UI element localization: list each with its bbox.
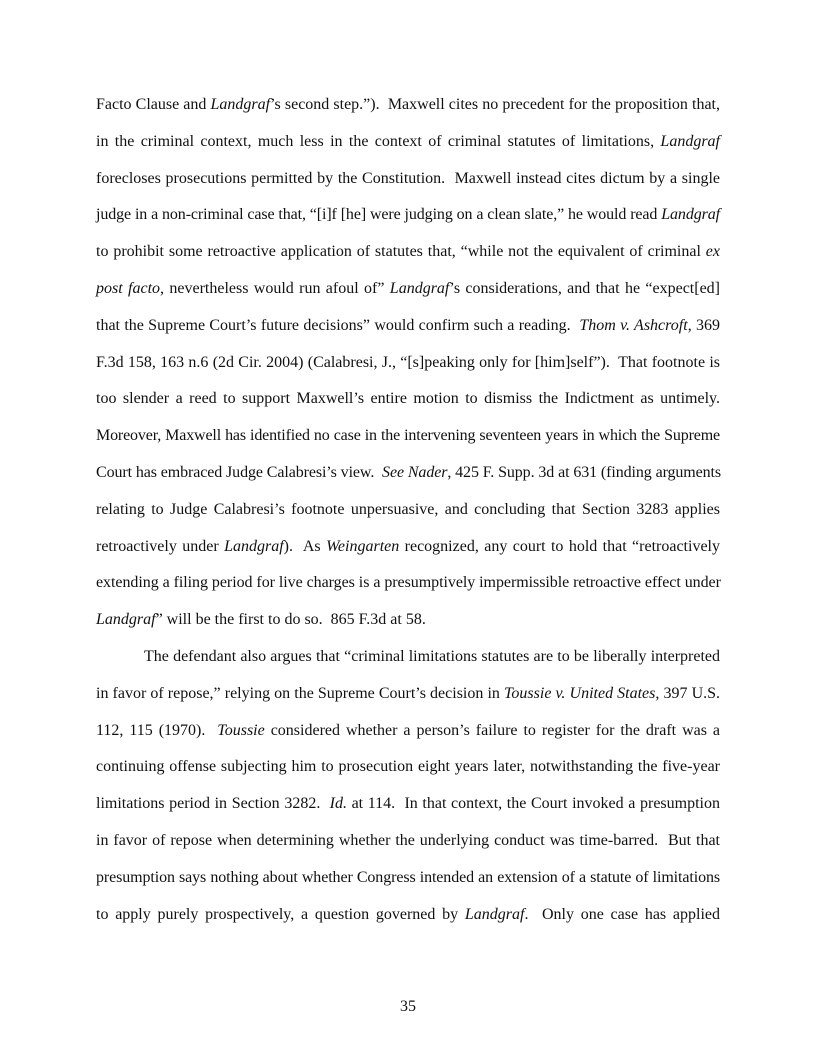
text-run: . Only one case has applied <box>524 905 721 923</box>
text-run: presumption says nothing about whether Congress intended an extension of a statute of limitations <box>96 868 720 886</box>
text-run: , nevertheless would run afoul of” <box>160 279 390 297</box>
text-run: ” will be the first to do so. 865 F.3d at 58. <box>155 611 426 629</box>
text-run: ). As <box>283 537 327 555</box>
italic-text: Toussie v. United States <box>504 684 656 702</box>
text-run: Moreover, Maxwell has identified no case in the intervening seventeen years in which the Supreme <box>96 427 720 445</box>
text-run: , 369 <box>687 316 721 334</box>
italic-text: Thom v. Ashcroft <box>579 316 688 334</box>
page-number: 35 <box>400 998 416 1015</box>
text-run: Court has embraced Judge Calabresi’s view. <box>96 463 383 481</box>
text-line <box>96 168 720 205</box>
italic-text: post facto <box>96 279 161 297</box>
italic-text: Landgraf <box>660 132 720 150</box>
text-run: , 425 F. Supp. 3d at 631 (finding arguments <box>447 463 722 481</box>
text-run: at 114. In that context, the Court invoked a presumption <box>346 795 720 813</box>
text-line <box>96 278 720 315</box>
italic-text: Landgraf <box>224 537 284 555</box>
text-run: that the Supreme Court’s future decisions” would confirm such a reading. <box>96 316 580 334</box>
text-run: too slender a reed to support Maxwell’s entire motion to dismiss the Indictment as untimely. <box>96 390 720 408</box>
italic-text: Landgraf <box>464 905 525 923</box>
text-run: ’s second step.”). Maxwell cites no precedent for the proposition that, <box>270 96 721 113</box>
italic-text: Landgraf <box>661 206 721 224</box>
text-line <box>96 352 720 389</box>
text-run: extending a filing period for live charges is a presumptively impermissible retroactive effect under <box>96 574 721 592</box>
italic-text: ex <box>705 243 720 261</box>
text-line <box>96 904 720 941</box>
text-line <box>96 536 720 573</box>
text-line <box>96 388 720 425</box>
text-run: The defendant also argues that “criminal limitations statutes are to be liberally interpreted <box>144 647 720 665</box>
text-run: ’s considerations, and that he “expect[ed] <box>449 279 720 297</box>
text-line <box>96 756 720 793</box>
text-line <box>96 94 720 131</box>
text-run: to apply purely prospectively, a question governed by <box>96 905 465 923</box>
italic-text: Landgraf <box>96 611 156 629</box>
text-run: , 397 U.S. <box>655 684 721 702</box>
text-run: in the criminal context, much less in the context of criminal statutes of limitations, <box>96 132 661 150</box>
italic-text: Weingarten <box>326 537 400 555</box>
italic-text: See Nader <box>382 463 448 481</box>
text-line <box>96 867 720 904</box>
document-body <box>96 94 720 940</box>
text-run: to prohibit some retroactive application of statutes that, “while not the equivalent of criminal <box>96 243 706 261</box>
italic-text: Id. <box>329 795 347 813</box>
text-run: in favor of repose when determining whether the underlying conduct was time-barred. But that <box>96 831 720 849</box>
text-line <box>96 720 720 757</box>
text-line <box>96 204 720 241</box>
text-run: retroactively under <box>96 537 225 555</box>
text-line <box>96 131 720 168</box>
text-run: judge in a non-criminal case that, “[i]f [he] were judging on a clean slate,” he would read <box>96 206 662 224</box>
text-run: continuing offense subjecting him to prosecution eight years later, notwithstanding the five-year <box>96 758 720 776</box>
text-line <box>96 830 720 867</box>
text-line <box>96 462 720 499</box>
text-run: considered whether a person’s failure to register for the draft was a <box>264 721 721 739</box>
italic-text: Landgraf <box>389 279 450 297</box>
text-run: recognized, any court to hold that “retroactively <box>399 537 720 555</box>
italic-text: Toussie <box>217 721 265 739</box>
italic-text: Landgraf <box>210 96 271 113</box>
text-line <box>96 315 720 352</box>
text-line <box>96 793 720 830</box>
text-line <box>96 499 720 536</box>
text-line <box>96 425 720 462</box>
text-line <box>96 241 720 278</box>
text-line <box>96 572 720 609</box>
text-run: Facto Clause and <box>96 96 211 113</box>
text-run: in favor of repose,” relying on the Supreme Court’s decision in <box>96 684 504 702</box>
text-run: forecloses prosecutions permitted by the Constitution. Maxwell instead cites dictum by a single <box>96 169 720 187</box>
text-run: F.3d 158, 163 n.6 (2d Cir. 2004) (Calabresi, J., “[s]peaking only for [him]self”). That footnote is <box>96 353 720 371</box>
text-run: relating to Judge Calabresi’s footnote unpersuasive, and concluding that Section 3283 applies <box>96 500 720 518</box>
text-line <box>96 683 720 720</box>
text-run: 112, 115 (1970). <box>96 721 218 739</box>
text-line <box>96 609 720 646</box>
text-line <box>96 646 720 683</box>
text-run: limitations period in Section 3282. <box>96 795 330 813</box>
